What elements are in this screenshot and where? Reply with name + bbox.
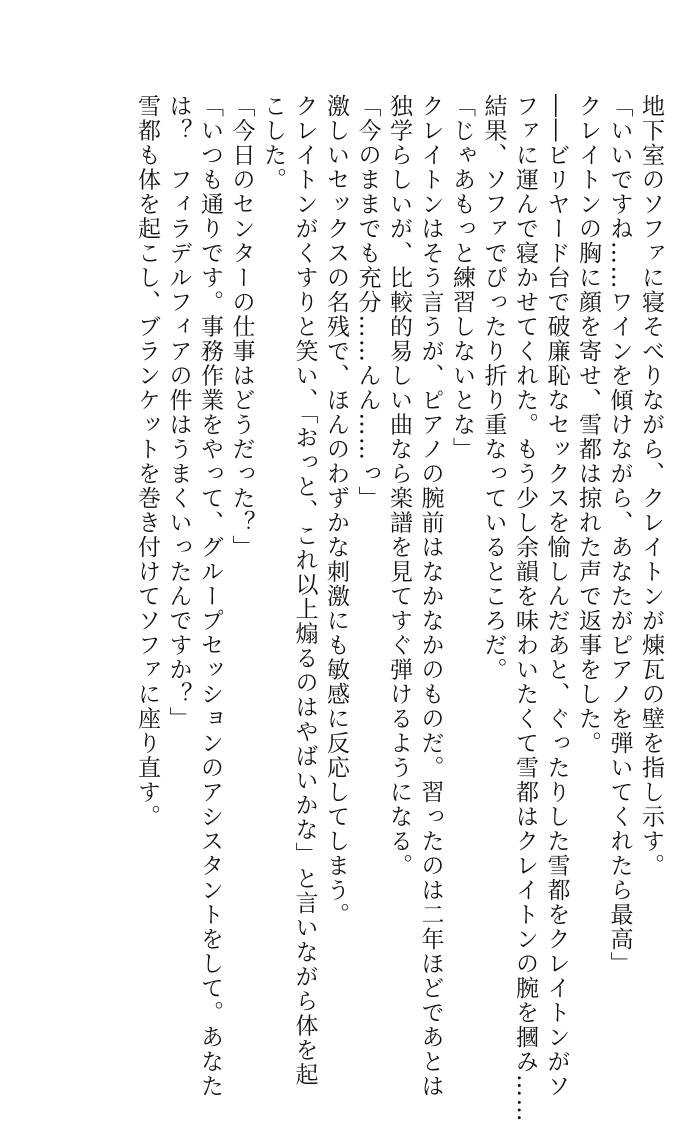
text-line: 「今のままでも充分……んん……っ」 <box>354 94 381 511</box>
text-line: 「じゃあもっと練習しないとな」 <box>449 94 475 462</box>
text-line: ファに運んで寝かせてくれた。もう少し余韻を味わいたくて雪都はクレイトンの腕を摑み…… <box>512 94 538 1123</box>
text-line: 「いつも通りです。事務作業をやって、グループセッションのアシスタントをして。あなた <box>197 94 223 1099</box>
text-line: は？ フィラデルフィアの件はうまくいったんですか？」 <box>165 94 192 731</box>
text-line: こした。 <box>260 94 286 192</box>
text-line: 雪都も体を起こし、ブランケットを巻き付けてソファに座り直す。 <box>134 94 160 829</box>
text-line: クレイトンがくすりと笑い、「おっと、これ以上煽るのはやばいかな」と言いながら体を起 <box>291 94 318 1087</box>
text-line: 激しいセックスの名残で、ほんのわずかな刺激にも敏感に反応してしまう。 <box>323 94 349 927</box>
text-line: 結果、ソファでぴったり折り重なっているところだ。 <box>480 94 507 682</box>
text-line: 「今日のセンターの仕事はどうだった？」 <box>228 94 255 560</box>
text-line: 地下室のソファに寝そべりながら、クレイトンが煉瓦の壁を指し示す。 <box>638 94 664 878</box>
text-line: クレイトンはそう言うが、ピアノの腕前はなかなかのものだ。習ったのは二年ほどであとは <box>417 94 444 1099</box>
text-line: ――ビリヤード台で破廉恥なセックスを愉しんだあと、ぐったりした雪都をクレイトンがソ <box>543 94 570 1099</box>
vertical-text-body <box>131 94 667 1123</box>
text-line: クレイトンの胸に顔を寄せ、雪都は掠れた声で返事をした。 <box>575 94 601 756</box>
text-line: 独学らしいが、比較的易しい曲なら楽譜を見てすぐ弾けるようになる。 <box>386 94 412 878</box>
text-line: 「いいですね……ワインを傾けながら、あなたがピアノを弾いてくれたら最高」 <box>606 94 633 976</box>
